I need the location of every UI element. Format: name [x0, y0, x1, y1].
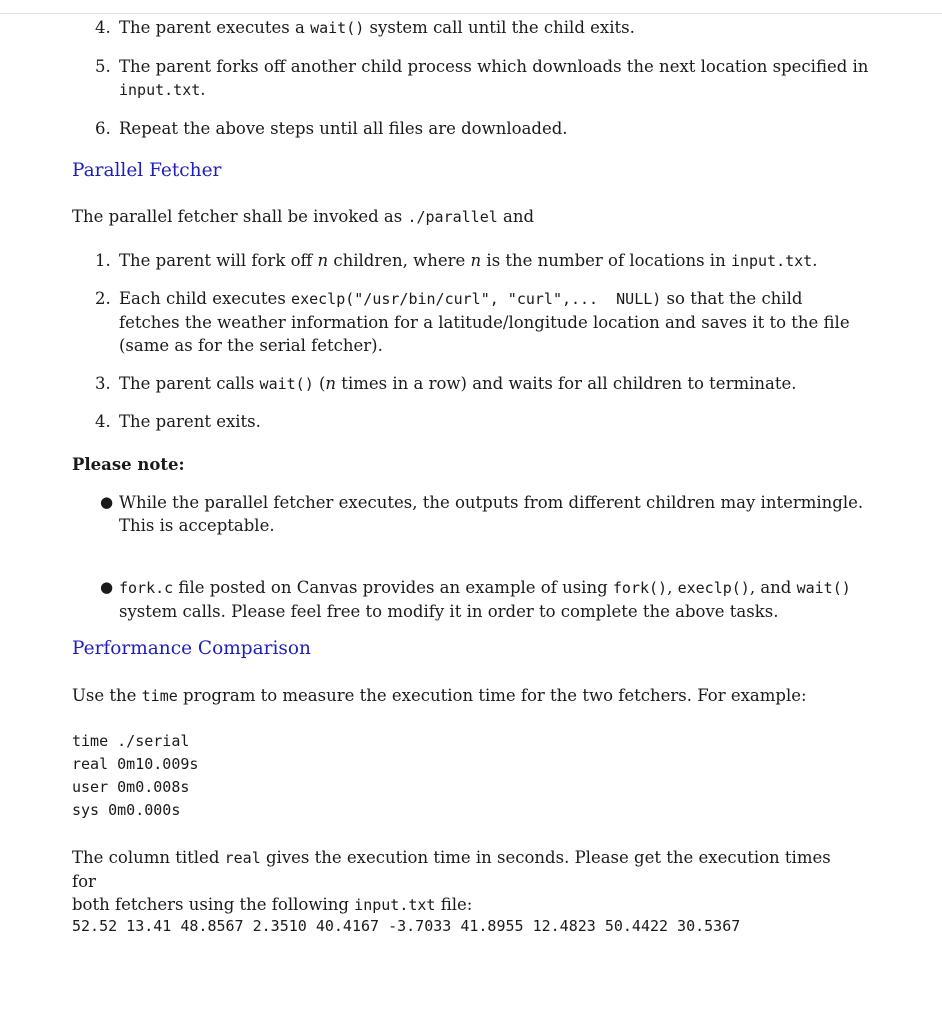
list-item: 4. The parent exits.: [95, 412, 261, 431]
code-example: time ./serial real 0m10.009s user 0m0.008s sys 0m0.000s: [72, 732, 199, 819]
list-item: 5. The parent forks off another child process which downloads the next location specified in input.txt.: [95, 57, 869, 99]
section-heading-parallel: Parallel Fetcher: [72, 160, 222, 181]
list-item: 2. Each child executes execlp("/usr/bin/curl", "curl",... NULL) so that the child fetches the weather information for a latitude/longitude location and saves it to the file (same as for the serial fetcher).: [95, 289, 850, 355]
section-heading-performance: Performance Comparison: [72, 638, 311, 659]
paragraph: Use the time program to measure the execution time for the two fetchers. For example:: [72, 686, 807, 705]
bullet-icon: ●: [100, 578, 114, 596]
list-item: 6. Repeat the above steps until all files are downloaded.: [95, 119, 568, 138]
list-item: ● While the parallel fetcher executes, the outputs from different children may intermingle. This is acceptable.: [100, 493, 864, 535]
list-item: ● fork.c file posted on Canvas provides an example of using fork(), execlp(), and wait() system calls. Please feel free to modify it in order to complete the above tasks.: [100, 578, 851, 621]
paragraph: The column titled real gives the execution time in seconds. Please get the execution times for both fetchers using the following input.txt file:: [72, 848, 831, 914]
bullet-icon: ●: [100, 493, 114, 511]
list-item: 3. The parent calls wait() (n times in a row) and waits for all children to terminate.: [95, 374, 797, 393]
top-divider: [0, 13, 942, 14]
list-item: 4. The parent executes a wait() system call until the child exits.: [95, 18, 635, 37]
list-item: 1. The parent will fork off n children, where n is the number of locations in input.txt.: [95, 251, 818, 270]
paragraph: The parallel fetcher shall be invoked as ./parallel and: [72, 207, 535, 226]
note-heading: Please note:: [72, 455, 185, 474]
input-values: 52.52 13.41 48.8567 2.3510 40.4167 -3.7033 41.8955 12.4823 50.4422 30.5367: [72, 917, 741, 935]
